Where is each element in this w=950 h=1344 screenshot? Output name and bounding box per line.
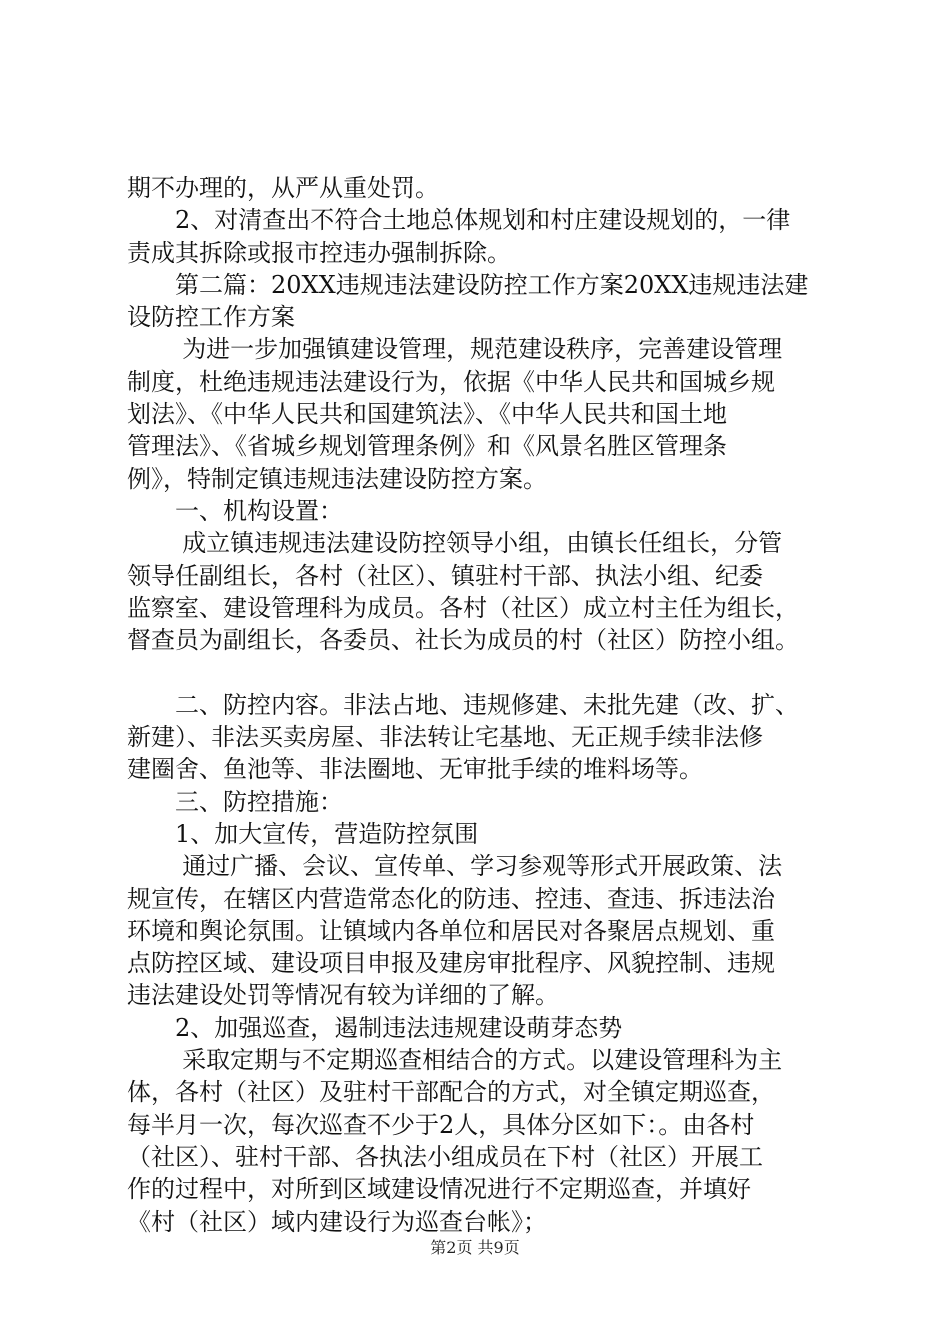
text-line: 采取定期与不定期巡查相结合的方式。以建设管理科为主	[182, 1046, 783, 1075]
text-line: 作的过程中，对所到区域建设情况进行不定期巡查，并填好	[127, 1175, 751, 1204]
text-line: 2、对清查出不符合土地总体规划和村庄建设规划的，一律	[175, 206, 791, 235]
text-line: 违法建设处罚等情况有较为详细的了解。	[127, 981, 559, 1010]
page-footer: 第2页 共9页	[430, 1238, 520, 1257]
text-line: （社区）、驻村干部、各执法小组成员在下村（社区）开展工	[127, 1142, 763, 1171]
text-line: 领导任副组长，各村（社区）、镇驻村干部、执法小组、纪委	[127, 561, 763, 590]
text-line: 2、加强巡查，遏制违法违规建设萌芽态势	[175, 1013, 623, 1042]
text-line: 例》，特制定镇违规违法建设防控方案。	[127, 464, 547, 493]
text-line: 体，各村（社区）及驻村干部配合的方式，对全镇定期巡查，	[127, 1078, 775, 1107]
text-line: 环境和舆论氛围。让镇域内各单位和居民对各聚居点规划、重	[127, 916, 775, 945]
document-body	[127, 172, 847, 1238]
text-line: 划法》、《中华人民共和国建筑法》、《中华人民共和国土地	[127, 400, 727, 429]
text-line: 督查员为副组长，各委员、社长为成员的村（社区）防控小组。	[127, 626, 799, 655]
text-line: 每半月一次，每次巡查不少于2人，具体分区如下：。由各村	[127, 1110, 755, 1139]
text-line: 点防控区域、建设项目申报及建房审批程序、风貌控制、违规	[127, 949, 775, 978]
text-line: 管理法》、《省城乡规划管理条例》和《风景名胜区管理条	[127, 432, 727, 461]
text-line: 二、防控内容。非法占地、违规修建、未批先建（改、扩、	[175, 690, 799, 719]
text-line: 成立镇违规违法建设防控领导小组，由镇长任组长，分管	[182, 529, 783, 558]
text-line: 制度，杜绝违规违法建设行为，依据《中华人民共和国城乡规	[127, 367, 775, 396]
text-line: 为进一步加强镇建设管理，规范建设秩序，完善建设管理	[182, 335, 783, 364]
text-line: 责成其拆除或报市控违办强制拆除。	[127, 238, 511, 267]
text-line: 1、加大宣传，营造防控氛围	[175, 819, 479, 848]
text-line: 一、机构设置：	[175, 496, 343, 525]
text-line: 设防控工作方案	[127, 303, 295, 332]
text-line: 三、防控措施：	[175, 787, 343, 816]
text-line: 监察室、建设管理科为成员。各村（社区）成立村主任为组长，	[127, 593, 799, 622]
text-line	[127, 656, 847, 688]
text-line: 《村（社区）域内建设行为巡查台帐》；	[127, 1207, 547, 1236]
text-line: 规宣传，在辖区内营造常态化的防违、控违、查违、拆违法治	[127, 884, 775, 913]
text-line: 通过广播、会议、宣传单、学习参观等形式开展政策、法	[182, 852, 783, 881]
text-line: 第二篇：20XX违规违法建设防控工作方案20XX违规违法建	[175, 270, 809, 299]
text-line: 建圈舍、鱼池等、非法圈地、无审批手续的堆料场等。	[127, 755, 703, 784]
text-line: 新建）、非法买卖房屋、非法转让宅基地、无正规手续非法修	[127, 723, 763, 752]
text-line: 期不办理的，从严从重处罚。	[127, 174, 439, 202]
